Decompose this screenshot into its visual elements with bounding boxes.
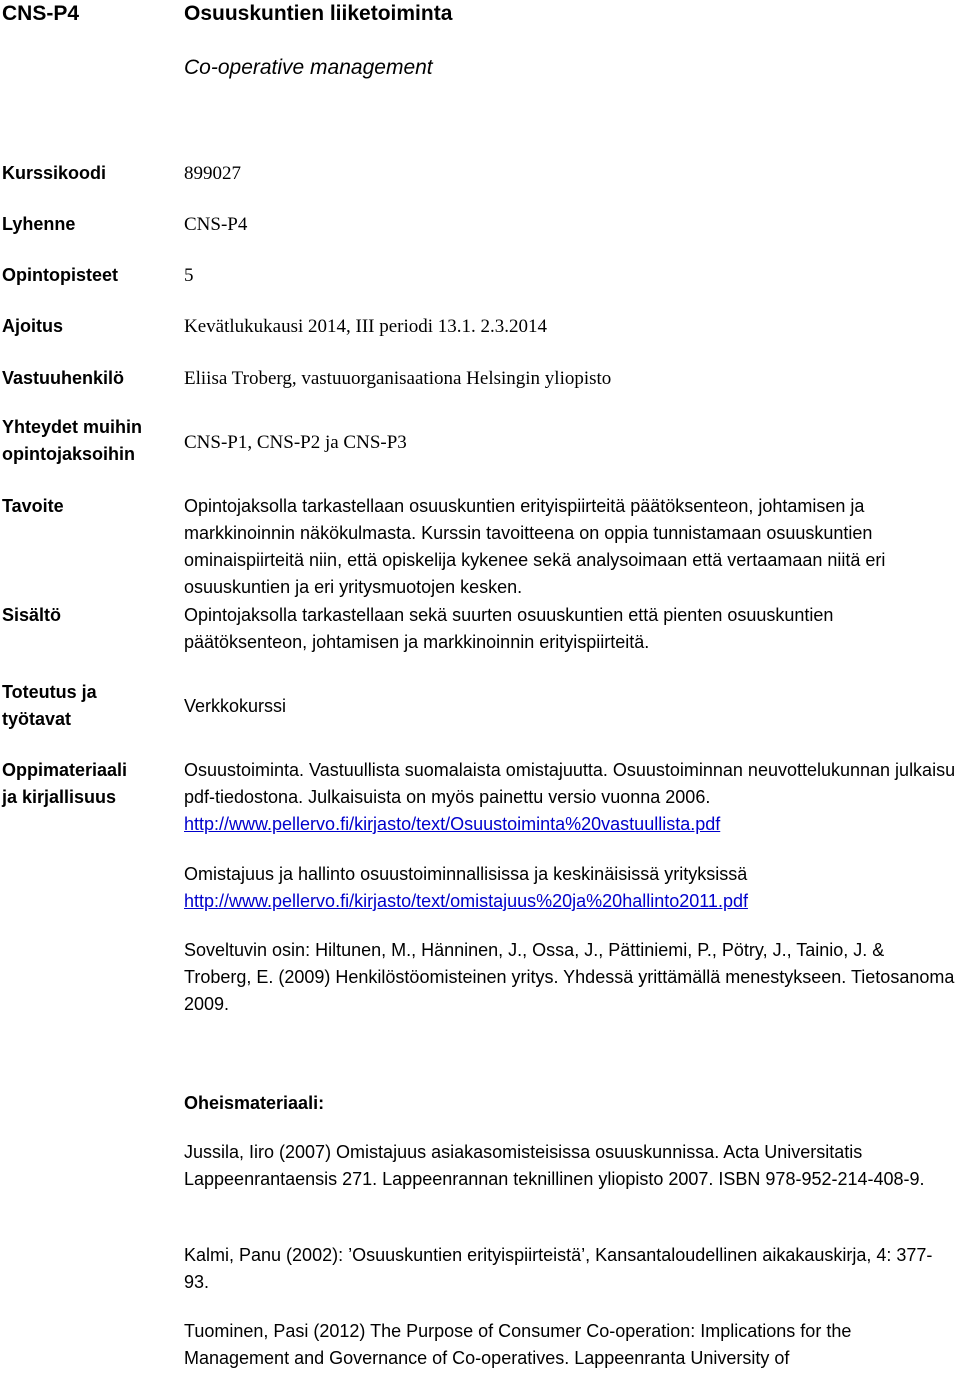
- label-oppimateriaali-line1: Oppimateriaali: [2, 760, 128, 780]
- label-vastuuhenkilo: Vastuuhenkilö: [2, 368, 125, 388]
- label-toteutus: [2, 679, 174, 733]
- value-toteutus: Verkkokurssi: [184, 696, 287, 716]
- label-oppimateriaali: [2, 757, 174, 811]
- oheismateriaali-item-2: Kalmi, Panu (2002): ’Osuuskuntien erityispiirteistä’, Kansantaloudellinen aikakauskirja, 4: 377-93.: [184, 1245, 933, 1292]
- label-toteutus-line2: työtavat: [2, 709, 72, 729]
- osuustoiminta-pdf-link[interactable]: http://www.pellervo.fi/kirjasto/text/Osuustoiminta%20vastuullista.pdf: [184, 814, 721, 834]
- value-ajoitus: Kevätlukukausi 2014, III periodi 13.1. 2.3.2014: [184, 316, 548, 337]
- value-kurssikoodi: 899027: [184, 163, 241, 184]
- oppimateriaali-item-2: [184, 861, 956, 915]
- label-yhteydet: [2, 414, 174, 468]
- label-yhteydet-line2: opintojaksoihin: [2, 444, 135, 464]
- oppimateriaali-item-1-text: Osuustoiminta. Vastuullista suomalaista omistajuutta. Osuustoiminnan neuvottelukunnan julkaisu pdf-tiedostona. Julkaisuista on myös painettu versio vuonna 2006.: [184, 760, 956, 807]
- oppimateriaali-item-3: Soveltuvin osin: Hiltunen, M., Hänninen, J., Ossa, J., Pättiniemi, P., Pötry, J., Tainio, J. & Troberg, E. (2009) Henkilöstöomisteinen yritys. Yhdessä yrittämällä menestykseen. Tietosanoma 2009.: [184, 940, 955, 1014]
- course-subtitle: Co-operative management: [184, 56, 433, 79]
- label-ajoitus: Ajoitus: [2, 316, 63, 336]
- value-opintopisteet: 5: [184, 265, 194, 286]
- value-sisalto: Opintojaksolla tarkastellaan sekä suurten osuuskuntien että pienten osuuskuntien päätöksenteon, johtamisen ja markkinoinnin erityispiirteitä.: [184, 605, 834, 652]
- label-toteutus-line1: Toteutus ja: [2, 682, 97, 702]
- course-code-heading: CNS-P4: [2, 2, 80, 25]
- value-lyhenne: CNS-P4: [184, 214, 248, 235]
- label-tavoite: Tavoite: [2, 496, 64, 516]
- oheismateriaali-heading: Oheismateriaali:: [184, 1093, 325, 1113]
- course-title: Osuuskuntien liiketoiminta: [184, 2, 453, 25]
- value-tavoite: Opintojaksolla tarkastellaan osuuskuntien erityispiirteitä päätöksenteon, johtamisen ja markkinoinnin näkökulmasta. Kurssin tavoitteena on oppia tunnistamaan osuuskuntien ominaispiirteitä niin, että opiskelija kykenee sekä analysoimaan että vertaamaan niitä eri osuuskuntien ja eri yritysmuotojen kesken.: [184, 496, 886, 597]
- label-lyhenne: Lyhenne: [2, 214, 76, 234]
- omistajuus-pdf-link[interactable]: http://www.pellervo.fi/kirjasto/text/omistajuus%20ja%20hallinto2011.pdf: [184, 891, 748, 911]
- oheismateriaali-item-1: Jussila, Iiro (2007) Omistajuus asiakasomisteisissa osuuskunnissa. Acta Universitatis Lappeenrantaensis 271. Lappeenrannan teknillinen yliopisto 2007. ISBN 978-952-214-408-9.: [184, 1142, 925, 1189]
- oheismateriaali-item-3: Tuominen, Pasi (2012) The Purpose of Consumer Co-operation: Implications for the Management and Governance of Co-operatives. Lappeenranta University of: [184, 1321, 852, 1368]
- value-yhteydet: CNS-P1, CNS-P2 ja CNS-P3: [184, 432, 407, 453]
- oppimateriaali-item-2-text: Omistajuus ja hallinto osuustoiminnallisissa ja keskinäisissä yrityksissä: [184, 864, 748, 884]
- label-opintopisteet: Opintopisteet: [2, 265, 118, 285]
- label-kurssikoodi: Kurssikoodi: [2, 163, 107, 183]
- label-oppimateriaali-line2: ja kirjallisuus: [2, 787, 117, 807]
- label-yhteydet-line1: Yhteydet muihin: [2, 417, 143, 437]
- label-sisalto: Sisältö: [2, 605, 62, 625]
- oppimateriaali-item-1: [184, 757, 956, 838]
- value-vastuuhenkilo: Eliisa Troberg, vastuuorganisaationa Helsingin yliopisto: [184, 368, 612, 389]
